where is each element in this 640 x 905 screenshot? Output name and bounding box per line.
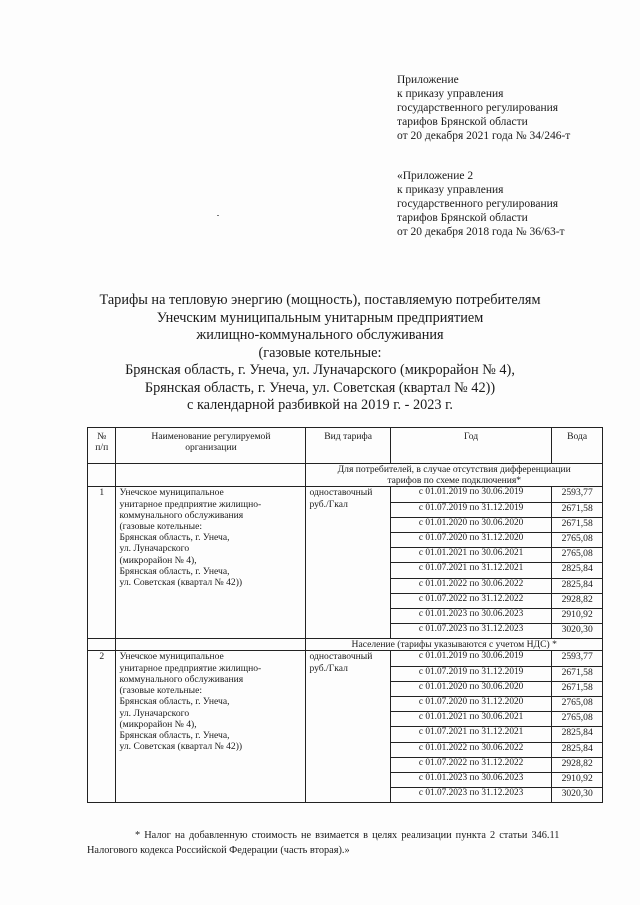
tariff-type-line: руб./Гкал [309,498,348,510]
title-line: жилищно-коммунального обслуживания [196,327,444,343]
water-value: 2671,58 [552,681,603,696]
water-value: 2671,58 [552,666,603,681]
blank-cell [116,464,306,487]
title-line: с календарной разбивкой на 2019 г. - 2023 г. [187,397,453,413]
table-row [88,487,603,502]
period-cell: с 01.01.2020 по 30.06.2020 [390,681,551,696]
title-line: Тарифы на тепловую энергию (мощность), поставляемую потребителям [99,292,541,308]
header-type: Вид тарифа [306,428,390,464]
footnote [87,828,607,858]
water-value: 2765,08 [552,712,603,727]
appendix-line: к приказу управления [397,184,504,196]
period-cell: с 01.07.2022 по 31.12.2022 [390,593,551,608]
appendix-line: от 20 декабря 2018 года № 36/63-т [397,226,565,238]
row-number: 1 [88,487,116,639]
group-label-line: Население (тарифы указываются с учетом НДС) * [351,639,557,651]
water-value: 2928,82 [552,593,603,608]
header-org-line: Наименование регулируемой [151,431,271,442]
header-org-line: организации [185,442,237,454]
water-value: 2825,84 [552,727,603,742]
row-number: 2 [88,651,116,803]
water-value: 2910,92 [552,772,603,787]
period-cell: с 01.01.2023 по 30.06.2023 [390,608,551,623]
header-num-line: п/п [95,442,109,454]
appendix-line: к приказу управления [397,88,504,100]
period-cell: с 01.01.2023 по 30.06.2023 [390,772,551,787]
org-line: Унечское муниципальное [119,651,224,663]
scan-speck [217,215,219,216]
water-value: 2825,84 [552,742,603,757]
period-cell: с 01.01.2019 по 30.06.2019 [390,487,551,502]
document-title [90,292,550,415]
org-line: (микрорайон № 4), [119,554,197,566]
water-value: 3020,30 [552,788,603,803]
tariff-type-cell [306,487,390,639]
appendix-line: тарифов Брянской области [397,212,528,224]
appendix-line: тарифов Брянской области [397,116,528,128]
tariff-type-line: руб./Гкал [309,662,348,674]
footnote-line: * Налог на добавленную стоимость не взимается в целях реализации пункта 2 статьи 346.11 [135,830,560,841]
table-row [88,651,603,666]
period-cell: с 01.01.2021 по 30.06.2021 [390,712,551,727]
group-label-line: Для потребителей, в случае отсутствия дифференциации [337,464,571,475]
org-line: унитарное предприятие жилищно- [119,662,262,674]
tariff-table [87,427,603,803]
appendix-line: государственного регулирования [397,102,559,114]
org-line: ул. Луначарского [119,543,190,555]
org-line: ул. Советская (квартал № 42)) [119,741,243,753]
appendix-line: государственного регулирования [397,198,559,210]
period-cell: с 01.07.2020 по 31.12.2020 [390,532,551,547]
header-num-line: № [97,431,107,442]
water-value: 2593,77 [552,487,603,502]
table-header-row [88,428,603,464]
org-line: ул. Луначарского [119,707,190,719]
organization-cell [116,651,306,803]
group-label-line: тарифов по схеме подключения* [387,475,522,487]
period-cell: с 01.07.2023 по 31.12.2023 [390,624,551,639]
title-line: Брянская область, г. Унеча, ул. Луначарского (микрорайон № 4), [125,362,515,378]
water-value: 2910,92 [552,608,603,623]
period-cell: с 01.07.2019 по 31.12.2019 [390,666,551,681]
period-cell: с 01.07.2020 по 31.12.2020 [390,697,551,712]
appendix-header-2018 [397,169,617,239]
period-cell: с 01.01.2021 по 30.06.2021 [390,548,551,563]
appendix-line: от 20 декабря 2021 года № 34/246-т [397,130,571,142]
water-value: 2765,08 [552,532,603,547]
title-line: (газовые котельные: [258,344,382,361]
period-cell: с 01.07.2021 по 31.12.2021 [390,563,551,578]
org-line: Унечское муниципальное [119,487,224,499]
group-label [306,464,603,487]
water-value: 2825,84 [552,578,603,593]
header-org [116,428,306,464]
water-value: 2825,84 [552,563,603,578]
appendix-line: Приложение [397,74,459,86]
header-water: Вода [552,428,603,464]
water-value: 2593,77 [552,651,603,666]
appendix-header-2021 [397,73,617,143]
period-cell: с 01.01.2022 по 30.06.2022 [390,742,551,757]
period-cell: с 01.07.2019 по 31.12.2019 [390,502,551,517]
water-value: 2928,82 [552,757,603,772]
org-line: ул. Советская (квартал № 42)) [119,577,243,589]
org-line: коммунального обслуживания [119,509,244,521]
period-cell: с 01.07.2022 по 31.12.2022 [390,757,551,772]
org-line: Брянская область, г. Унеча, [119,729,230,741]
group-label-row [88,464,603,487]
org-line: Брянская область, г. Унеча, [119,532,230,544]
period-cell: с 01.07.2021 по 31.12.2021 [390,727,551,742]
header-num [88,428,116,464]
group-label [306,639,603,651]
org-line: унитарное предприятие жилищно- [119,498,262,510]
water-value: 3020,30 [552,624,603,639]
period-cell: с 01.01.2020 по 30.06.2020 [390,517,551,532]
period-cell: с 01.01.2019 по 30.06.2019 [390,651,551,666]
blank-cell [88,464,116,487]
water-value: 2671,58 [552,517,603,532]
water-value: 2765,08 [552,697,603,712]
tariff-type-cell [306,651,390,803]
organization-cell [116,487,306,639]
org-line: (микрорайон № 4), [119,718,197,730]
period-cell: с 01.01.2022 по 30.06.2022 [390,578,551,593]
period-cell: с 01.07.2023 по 31.12.2023 [390,788,551,803]
footnote-line: Налогового кодекса Российской Федерации (часть вторая).» [87,845,350,856]
title-line: Брянская область, г. Унеча, ул. Советская (квартал № 42)) [144,379,496,396]
org-line: (газовые котельные: [119,521,202,533]
water-value: 2671,58 [552,502,603,517]
tariff-type-line: одноставочный [309,487,373,499]
blank-cell [116,639,306,651]
header-year: Год [390,428,551,464]
title-line: Унечским муниципальным унитарным предприятием [156,309,484,326]
org-line: коммунального обслуживания [119,673,244,685]
org-line: (газовые котельные: [119,685,202,697]
org-line: Брянская область, г. Унеча, [119,565,230,577]
appendix-line: «Приложение 2 [397,170,474,182]
blank-cell [88,639,116,651]
tariff-type-line: одноставочный [309,651,373,663]
org-line: Брянская область, г. Унеча, [119,696,230,708]
group-label-row [88,639,603,651]
water-value: 2765,08 [552,548,603,563]
